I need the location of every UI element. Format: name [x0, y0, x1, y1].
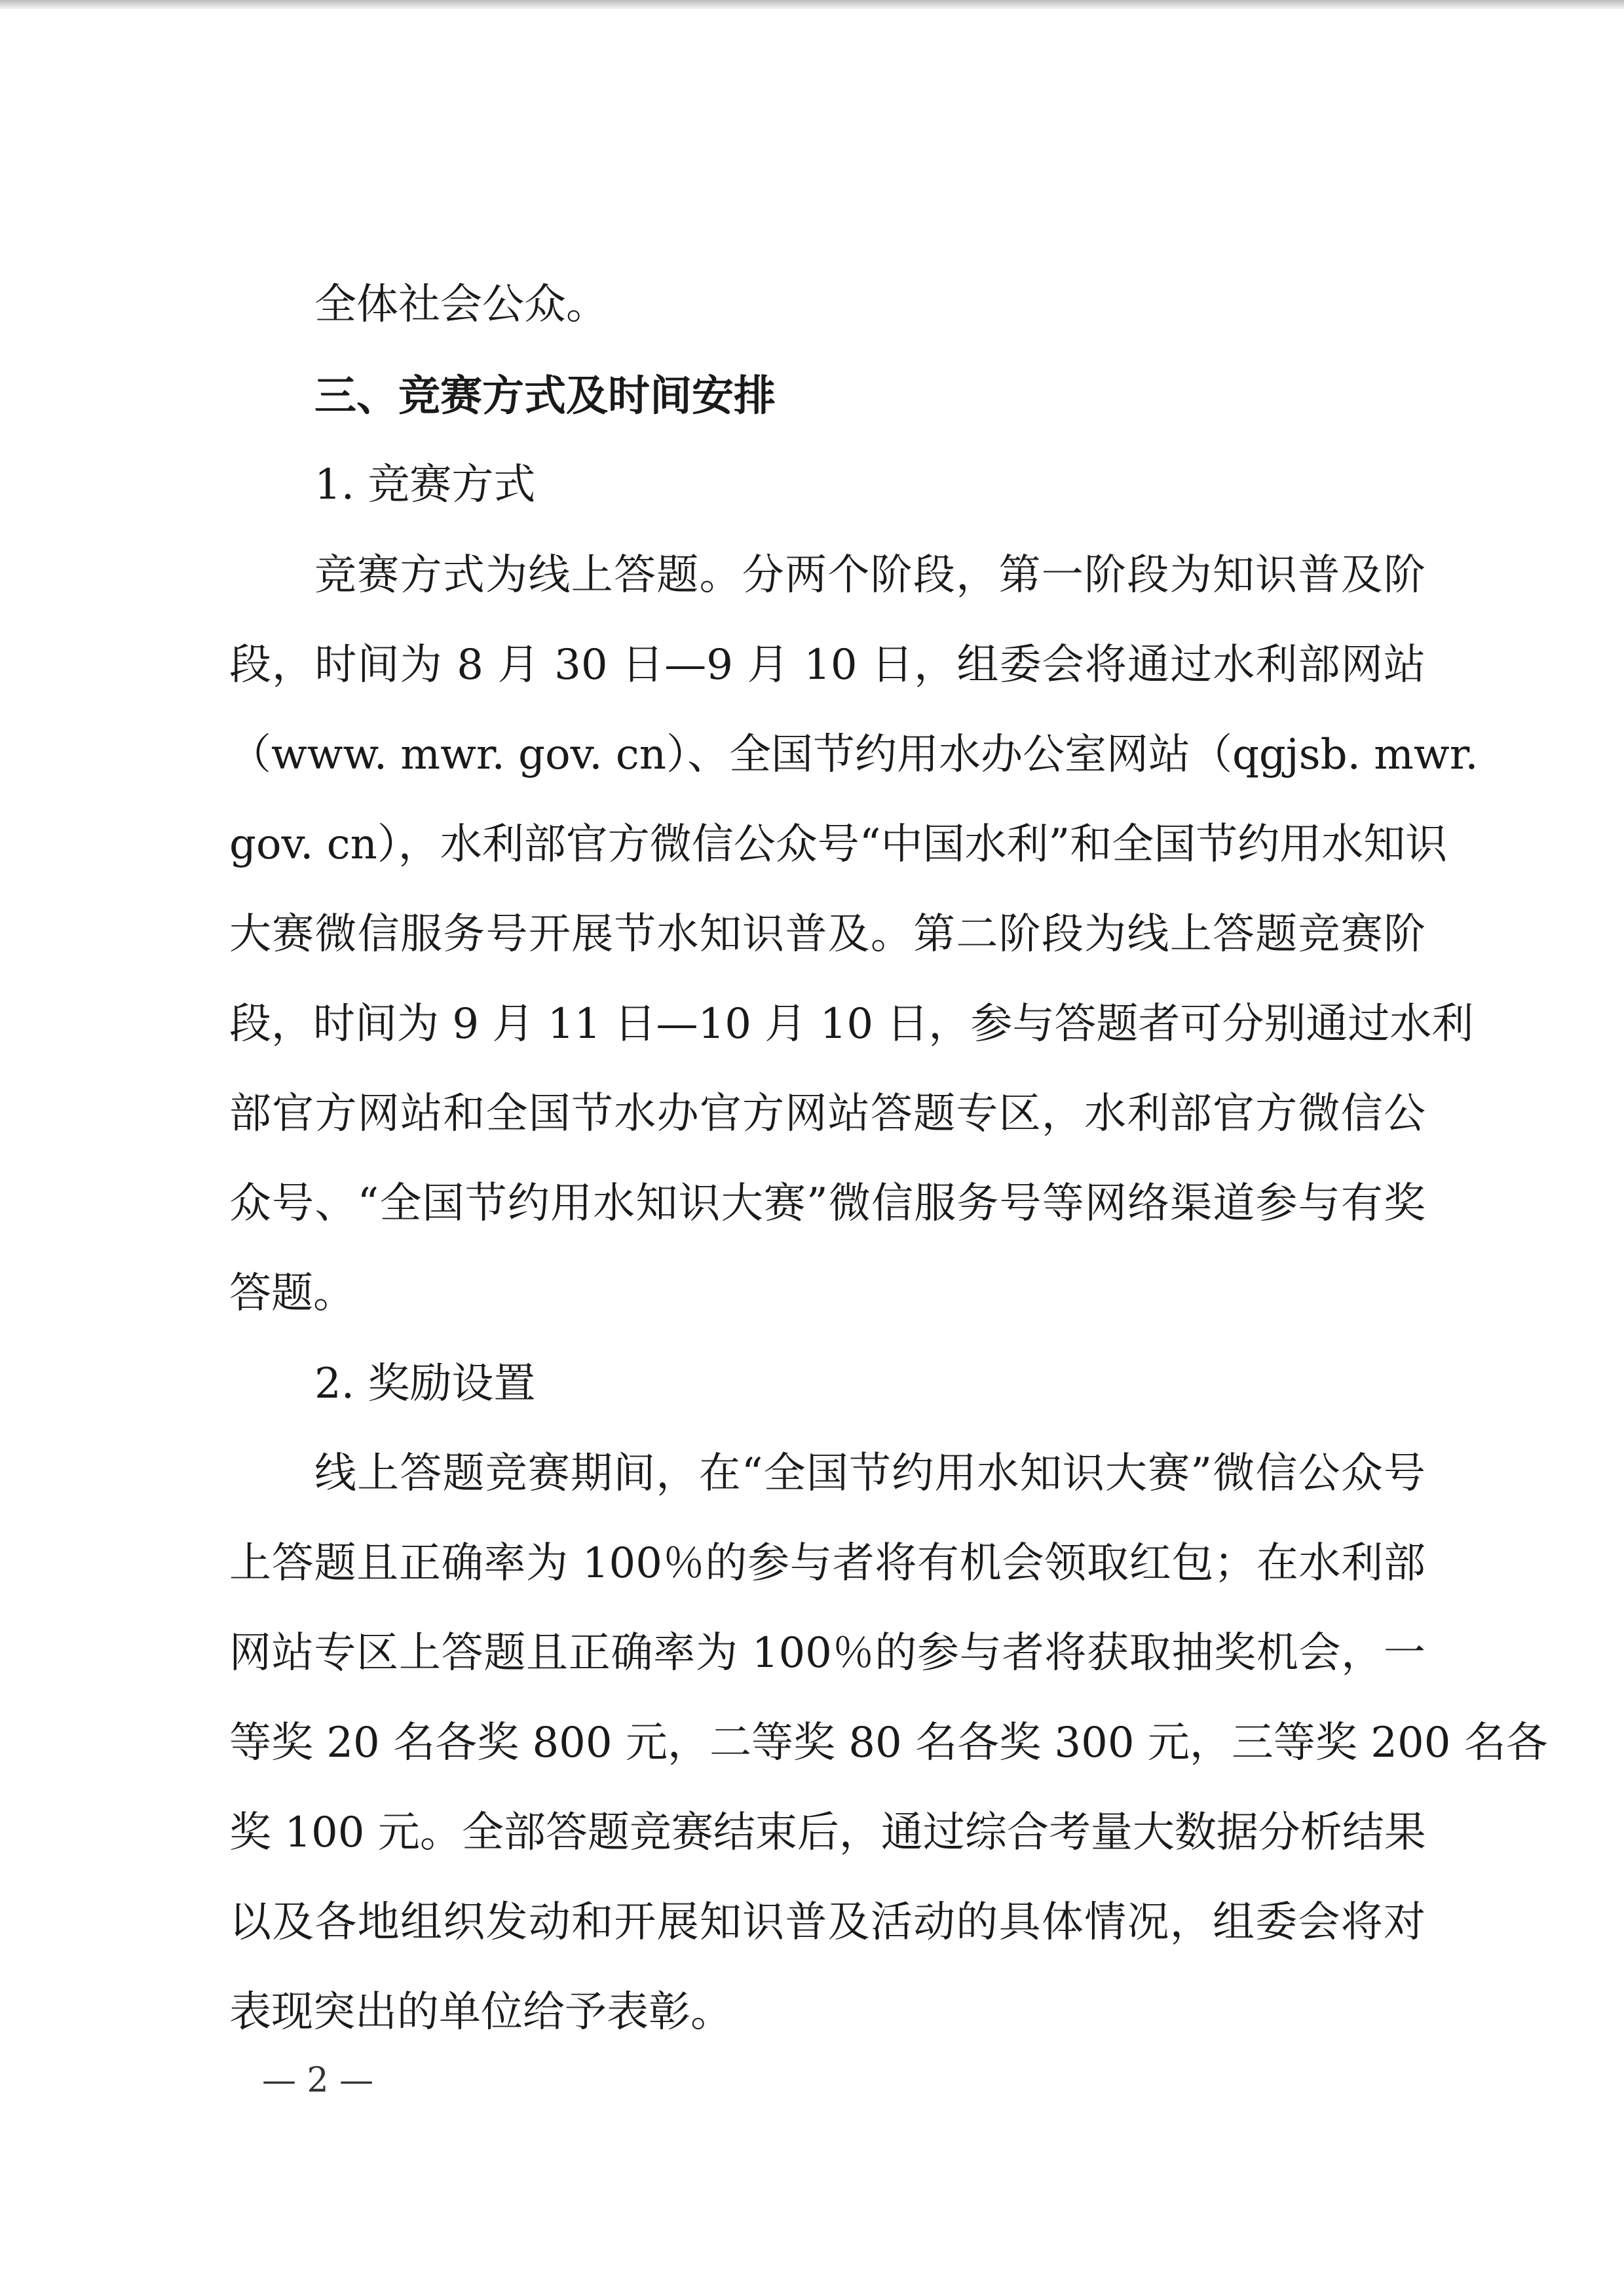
paragraph-line: 以及各地组织发动和开展知识普及活动的具体情况，组委会将对	[229, 1898, 1426, 1947]
paragraph-line: 表现突出的单位给予表彰。	[229, 1988, 732, 2037]
subsection-heading: 2. 奖励设置	[314, 1360, 536, 1408]
paragraph-line: （www. mwr. gov. cn）、全国节约用水办公室网站（qgjsb. mwr.	[229, 731, 1479, 779]
paragraph-line: 上答题且正确率为 100％的参与者将有机会领取红包；在水利部	[229, 1539, 1426, 1588]
subsection-heading: 1. 竞赛方式	[314, 461, 536, 509]
paragraph-line: 大赛微信服务号开展节水知识普及。第二阶段为线上答题竞赛阶	[229, 910, 1426, 959]
paragraph-line: 答题。	[229, 1269, 355, 1318]
scan-top-edge	[0, 0, 1624, 9]
paragraph-line: 网站专区上答题且正确率为 100％的参与者将获取抽奖机会，一	[229, 1629, 1426, 1677]
paragraph-line: 等奖 20 名各奖 800 元，二等奖 80 名各奖 300 元，三等奖 200 名各	[229, 1719, 1548, 1767]
paragraph-line: 部官方网站和全国节水办官方网站答题专区，水利部官方微信公	[229, 1090, 1426, 1138]
paragraph-line: 全体社会公众。	[314, 280, 608, 329]
paragraph-line: 段，时间为 8 月 30 日—9 月 10 日，组委会将通过水利部网站	[229, 641, 1426, 689]
paragraph-line: 线上答题竞赛期间，在“全国节约用水知识大赛”微信公众号	[314, 1449, 1426, 1498]
paragraph-line: 竞赛方式为线上答题。分两个阶段，第一阶段为知识普及阶	[314, 551, 1426, 600]
paragraph-line: 奖 100 元。全部答题竞赛结束后，通过综合考量大数据分析结果	[229, 1808, 1426, 1857]
paragraph-line: 段，时间为 9 月 11 日—10 月 10 日，参与答题者可分别通过水利	[229, 1000, 1474, 1048]
section-heading: 三、竞赛方式及时间安排	[314, 372, 776, 421]
paragraph-line: gov. cn），水利部官方微信公众号“中国水利”和全国节约用水知识	[229, 820, 1448, 869]
paragraph-line: 众号、“全国节约用水知识大赛”微信服务号等网络渠道参与有奖	[229, 1179, 1426, 1228]
page-number: — 2 —	[262, 2061, 374, 2100]
